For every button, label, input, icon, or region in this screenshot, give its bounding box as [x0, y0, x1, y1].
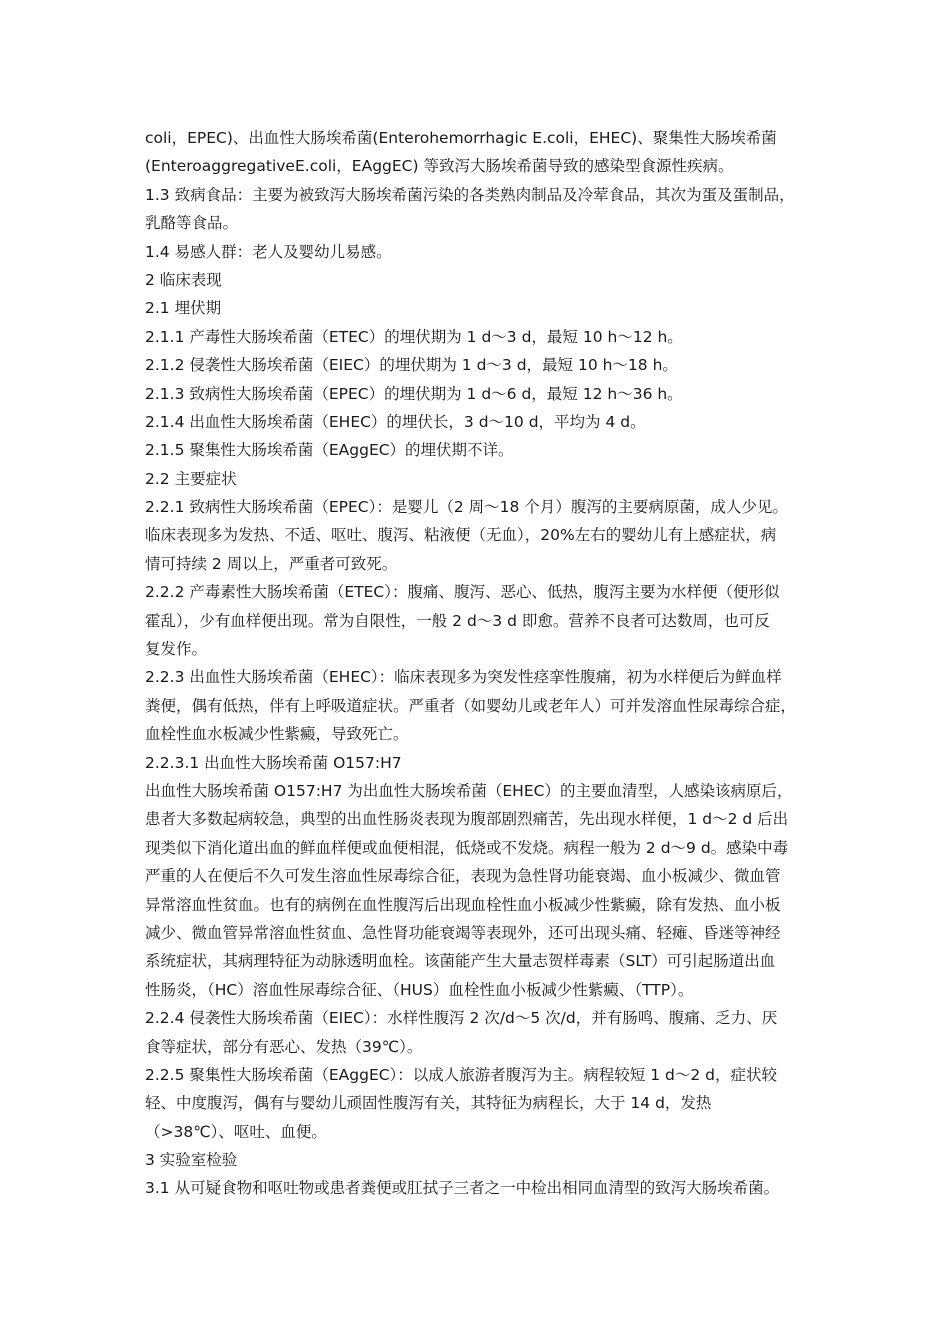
subsection-heading: 2.1 埋伏期	[145, 299, 222, 318]
text-line: 2.2.3 出血性大肠埃希菌（EHEC）：临床表现多为突发性痉挛性腹痛，初为水样便后为鲜血样	[145, 668, 782, 687]
text-line: 异常溶血性贫血。也有的病例在血性腹泻后出现血栓性血小板减少性紫癜，除有发热、血小板	[145, 895, 781, 914]
text-line: 2.1.1 产毒性大肠埃希菌（ETEC）的埋伏期为 1 d～3 d，最短 10 h～12 h。	[145, 327, 683, 346]
text-line: 2.1.5 聚集性大肠埃希菌（EAggEC）的埋伏期不详。	[145, 441, 514, 460]
subsection-heading: 2.2.3.1 出血性大肠埃希菌 O157:H7	[145, 753, 402, 772]
text-line: 情可持续 2 周以上，严重者可致死。	[145, 554, 398, 573]
text-line: 性肠炎，（HC）溶血性尿毒综合征、（HUS）血栓性血小板减少性紫癜、（TTP）。	[145, 980, 694, 999]
text-line: 1.4 易感人群：老人及婴幼儿易感。	[145, 242, 392, 261]
text-line: 减少、微血管异常溶血性贫血、急性肾功能衰竭等表现外，还可出现头痛、轻瘫、昏迷等神经	[145, 923, 781, 942]
text-line: 复发作。	[145, 640, 208, 659]
document-body	[145, 124, 813, 1203]
text-line: 临床表现多为发热、不适、呕吐、腹泻、粘液便（无血），20%左右的婴幼儿有上感症状，病	[145, 526, 777, 545]
text-line: 1.3 致病食品：主要为被致泻大肠埃希菌污染的各类熟肉制品及冷荤食品，其次为蛋及蛋制品，	[145, 185, 795, 204]
text-line: 严重的人在便后不久可发生溶血性尿毒综合征，表现为急性肾功能衰竭、血小板减少、微血管	[145, 867, 781, 886]
text-line: 2.2.5 聚集性大肠埃希菌（EAggEC）：以成人旅游者腹泻为主。病程较短 1 d～2 d，症状较	[145, 1065, 777, 1084]
text-line: 食等症状，部分有恶心、发热（39℃）。	[145, 1037, 423, 1056]
subsection-heading: 2.2 主要症状	[145, 469, 237, 488]
section-heading: 3 实验室检验	[145, 1151, 238, 1170]
text-line: 2.2.4 侵袭性大肠埃希菌（EIEC）：水样性腹泻 2 次/d～5 次/d，并有肠鸣、腹痛、乏力、厌	[145, 1009, 778, 1028]
section-heading: 2 临床表现	[145, 270, 222, 289]
text-line: 轻、中度腹泻，偶有与婴幼儿顽固性腹泻有关，其特征为病程长，大于 14 d，发热	[145, 1094, 712, 1113]
text-line: 粪便，偶有低热，伴有上呼吸道症状。严重者（如婴幼儿或老年人）可并发溶血性尿毒综合症，	[145, 696, 797, 715]
text-line: 2.1.2 侵袭性大肠埃希菌（EIEC）的埋伏期为 1 d～3 d，最短 10 h～18 h。	[145, 356, 678, 375]
text-line: 系统症状，其病理特征为动脉透明血栓。该菌能产生大量志贺样毒素（SLT）可引起肠道出血	[145, 952, 776, 971]
text-line: coli，EPEC)、出血性大肠埃希菌(Enterohemorrhagic E.coli，EHEC)、聚集性大肠埃希菌	[145, 129, 777, 147]
text-line: 患者大多数起病较急，典型的出血性肠炎表现为腹部剧烈痛苦，先出现水样便，1 d～2 d 后出	[145, 810, 789, 829]
text-line: (EnteroaggregativeE.coli，EAggEC) 等致泻大肠埃希菌导致的感染型食源性疾病。	[145, 157, 734, 176]
text-line: 2.2.2 产毒素性大肠埃希菌（ETEC）：腹痛、腹泻、恶心、低热，腹泻主要为水样便（便形似	[145, 583, 780, 602]
text-line: 出血性大肠埃希菌 O157:H7 为出血性大肠埃希菌（EHEC）的主要血清型，人感染该病原后，	[145, 781, 793, 800]
text-line: 3.1 从可疑食物和呕吐物或患者粪便或肛拭子三者之一中检出相同血清型的致泻大肠埃希菌。	[145, 1179, 780, 1198]
text-line: 2.1.3 致病性大肠埃希菌（EPEC）的埋伏期为 1 d～6 d，最短 12 h～36 h。	[145, 384, 683, 403]
text-line: 2.1.4 出血性大肠埃希菌（EHEC）的埋伏长，3 d～10 d，平均为 4 d。	[145, 412, 646, 431]
text-line: （>38℃）、呕吐、血便。	[145, 1122, 327, 1141]
text-line: 现类似下消化道出血的鲜血样便或血便相混，低烧或不发烧。病程一般为 2 d～9 d。感染中毒	[145, 838, 789, 857]
text-line: 2.2.1 致病性大肠埃希菌（EPEC）：是婴儿（2 周～18 个月）腹泻的主要病原菌，成人少见。	[145, 498, 788, 517]
text-line: 乳酪等食品。	[145, 214, 239, 233]
text-line: 血栓性血水板减少性紫癜，导致死亡。	[145, 725, 409, 744]
text-line: 霍乱），少有血样便出现。常为自限性，一般 2 d～3 d 即愈。营养不良者可达数周，也可反	[145, 611, 770, 630]
